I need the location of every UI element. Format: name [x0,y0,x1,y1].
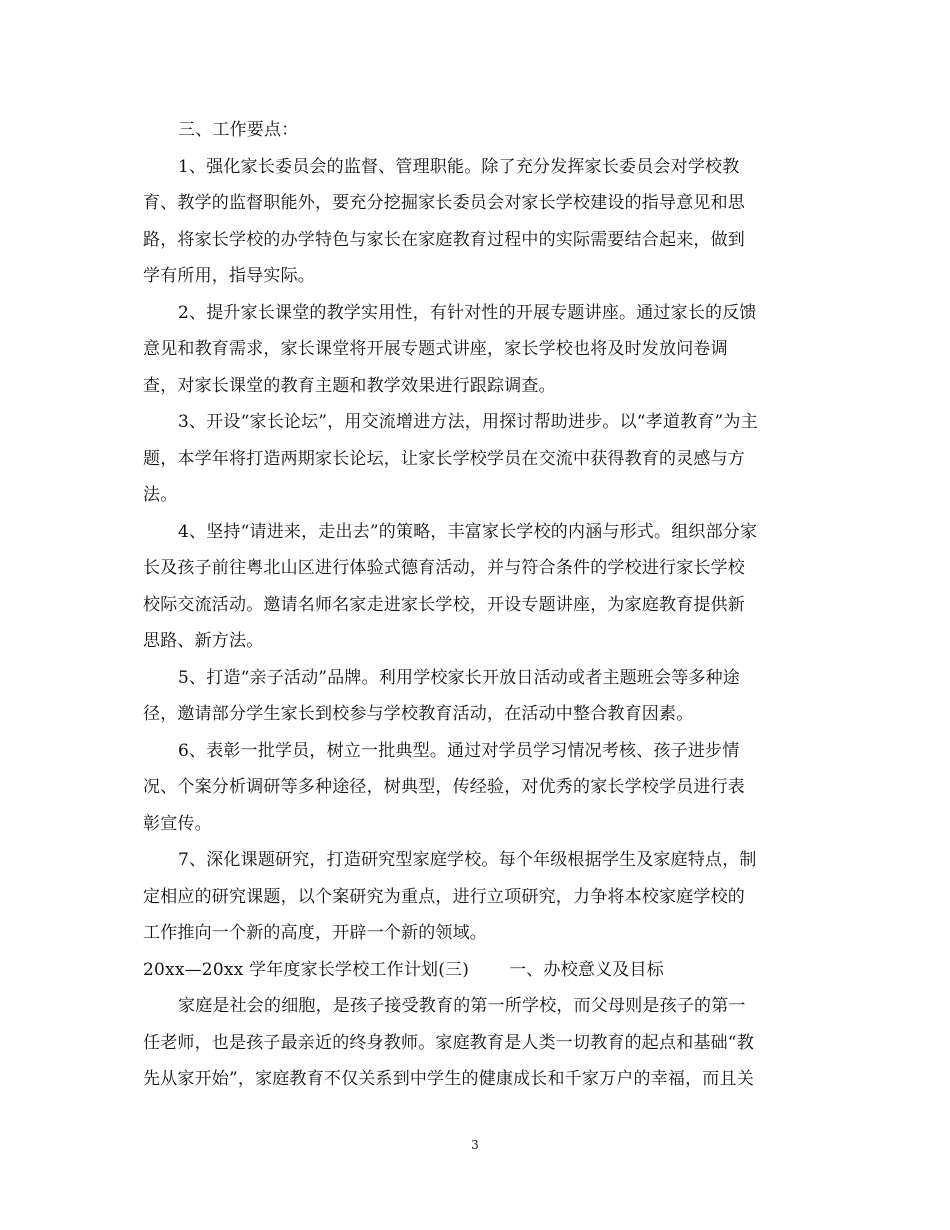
text-line: 三、工作要点： [178,120,299,140]
plan-title: 20xx—20xx 学年度家长学校工作计划(三) [143,959,470,980]
text-line: 思路、新方法。 [143,631,264,651]
text-line: 长及孩子前往粤北山区进行体验式德育活动，并与符合条件的学校进行家长学校 [143,558,745,578]
text-line: 1、强化家长委员会的监督、管理职能。除了充分发挥家长委员会对学校教 [178,156,740,177]
text-line: 家庭是社会的细胞，是孩子接受教育的第一所学校，而父母则是孩子的第一 [178,996,746,1016]
text-line: 法。 [143,485,178,505]
text-line: 题，本学年将打造两期家长论坛，让家长学校学员在交流中获得教育的灵感与方 [143,448,745,469]
text-line: 意见和教育需求，家长课堂将开展专题式讲座，家长学校也将及时发放问卷调 [143,339,728,359]
text-line: 先从家开始”，家庭教育不仅关系到中学生的健康成长和千家万户的幸福，而且关 [143,1069,754,1089]
text-line: 3、开设“家长论坛”，用交流增进方法，用探讨帮助进步。以“孝道教育”为主 [178,412,758,432]
text-line: 育、教学的监督职能外，要充分挖掘家长委员会对家长学校建设的指导意见和思 [143,193,745,213]
text-line: 径，邀请部分学生家长到校参与学校教育活动，在活动中整合教育因素。 [143,704,694,724]
document-body [143,112,808,1098]
text-line: 任老师，也是孩子最亲近的终身教师。家庭教育是人类一切教育的起点和基础“教 [143,1032,754,1053]
text-line: 工作推向一个新的高度，开辟一个新的领域。 [143,923,487,943]
text-line: 6、表彰一批学员，树立一批典型。通过对学员学习情况考核、孩子进步情 [178,740,740,761]
text-line: 7、深化课题研究，打造研究型家庭学校。每个年级根据学生及家庭特点，制 [178,850,757,870]
text-line: 5、打造“亲子活动”品牌。利用学校家长开放日活动或者主题班会等多种途 [178,667,740,688]
text-line: 校际交流活动。邀请名师名家走进家长学校，开设专题讲座，为家庭教育提供新 [143,594,745,615]
section-heading-line [143,952,808,989]
page-number: 3 [471,1138,479,1152]
text-line: 况、个案分析调研等多种途径，树典型，传经验，对优秀的家长学校学员进行表 [143,777,745,797]
text-line: 路，将家长学校的办学特色与家长在家庭教育过程中的实际需要结合起来，做到 [143,229,745,250]
section-school-purpose [143,988,808,1098]
subsection-title: 一、办校意义及目标 [509,959,664,980]
text-line: 学有所用，指导实际。 [143,266,315,286]
text-line: 定相应的研究课题，以个案研究为重点，进行立项研究，力争将本校家庭学校的 [143,886,745,907]
text-line: 2、提升家长课堂的教学实用性，有针对性的开展专题讲座。通过家长的反馈 [178,302,757,323]
text-line: 查，对家长课堂的教育主题和教学效果进行跟踪调查。 [143,375,556,396]
text-line: 彰宣传。 [143,813,212,834]
section-work-points [143,112,808,952]
text-line: 4、坚持“请进来，走出去”的策略，丰富家长学校的内涵与形式。组织部分家 [178,521,758,542]
